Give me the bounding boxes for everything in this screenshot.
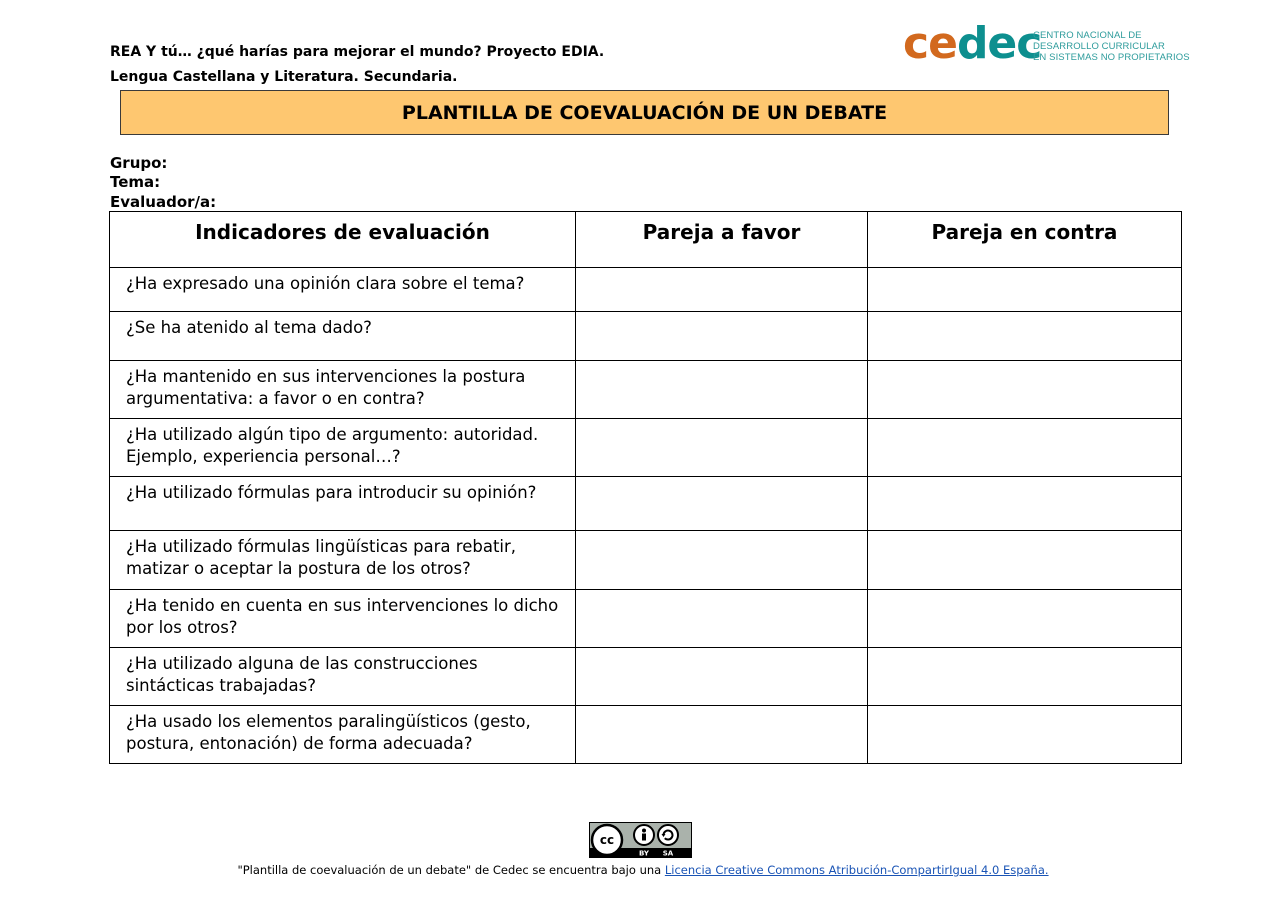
evaluator-label: Evaluador/a: [110, 193, 217, 211]
table-row [110, 419, 1182, 477]
pair-for-cell[interactable] [576, 312, 868, 361]
pair-for-cell[interactable] [576, 590, 868, 648]
pair-against-cell[interactable] [868, 531, 1182, 590]
by-label: BY [638, 849, 650, 858]
table-row [110, 706, 1182, 764]
indicator-cell: ¿Ha tenido en cuenta en sus intervenciones lo dicho por los otros? [110, 590, 576, 648]
topic-label: Tema: [110, 173, 161, 191]
cc-by-sa-badge[interactable] [589, 822, 692, 858]
pair-against-cell[interactable] [868, 268, 1182, 312]
pair-against-cell[interactable] [868, 419, 1182, 477]
pair-against-cell[interactable] [868, 590, 1182, 648]
pair-for-cell[interactable] [576, 268, 868, 312]
document-title: PLANTILLA DE COEVALUACIÓN DE UN DEBATE [120, 90, 1169, 135]
indicator-cell: ¿Ha usado los elementos paralingüísticos (gesto, postura, entonación) de forma adecuada? [110, 706, 576, 764]
indicator-cell: ¿Ha utilizado fórmulas para introducir su opinión? [110, 477, 576, 531]
pair-for-cell[interactable] [576, 706, 868, 764]
pair-for-cell[interactable] [576, 361, 868, 419]
indicator-cell: ¿Ha mantenido en sus intervenciones la postura argumentativa: a favor o en contra? [110, 361, 576, 419]
evaluation-table [109, 211, 1182, 764]
indicator-cell: ¿Se ha atenido al tema dado? [110, 312, 576, 361]
indicator-cell: ¿Ha utilizado fórmulas lingüísticas para rebatir, matizar o aceptar la postura de los otros? [110, 531, 576, 590]
table-row [110, 590, 1182, 648]
license-notice [0, 863, 1286, 877]
cedec-logo-subtitle: CENTRO NACIONAL DE DESARROLLO CURRICULAR EN SISTEMAS NO PROPIETARIOS [1033, 30, 1190, 63]
cedec-logo-word: cedec [903, 18, 1042, 69]
table-row [110, 268, 1182, 312]
pair-for-cell[interactable] [576, 648, 868, 706]
header-indicators: Indicadores de evaluación [110, 212, 576, 268]
cedec-logo [903, 18, 1190, 69]
pair-for-cell[interactable] [576, 477, 868, 531]
header-project-title: REA Y tú… ¿qué harías para mejorar el mundo? Proyecto EDIA. [110, 44, 605, 60]
indicator-cell: ¿Ha utilizado alguna de las construcciones sintácticas trabajadas? [110, 648, 576, 706]
license-text: "Plantilla de coevaluación de un debate" de Cedec se encuentra bajo una [237, 863, 665, 877]
header-subject: Lengua Castellana y Literatura. Secundaria. [110, 69, 458, 85]
table-row [110, 531, 1182, 590]
person-icon [642, 829, 646, 833]
cc-icon: cc [599, 833, 615, 847]
indicator-cell: ¿Ha utilizado algún tipo de argumento: autoridad. Ejemplo, experiencia personal…? [110, 419, 576, 477]
pair-against-cell[interactable] [868, 477, 1182, 531]
header-pair-for: Pareja a favor [576, 212, 868, 268]
group-label: Grupo: [110, 154, 168, 172]
table-row [110, 361, 1182, 419]
table-row [110, 312, 1182, 361]
pair-for-cell[interactable] [576, 419, 868, 477]
license-link[interactable]: Licencia Creative Commons Atribución-CompartirIgual 4.0 España. [664, 863, 1049, 877]
pair-against-cell[interactable] [868, 706, 1182, 764]
sa-label: SA [662, 849, 674, 858]
table-row [110, 477, 1182, 531]
indicator-cell: ¿Ha expresado una opinión clara sobre el tema? [110, 268, 576, 312]
pair-against-cell[interactable] [868, 312, 1182, 361]
header-pair-against: Pareja en contra [868, 212, 1182, 268]
pair-against-cell[interactable] [868, 648, 1182, 706]
pair-against-cell[interactable] [868, 361, 1182, 419]
pair-for-cell[interactable] [576, 531, 868, 590]
table-row [110, 648, 1182, 706]
